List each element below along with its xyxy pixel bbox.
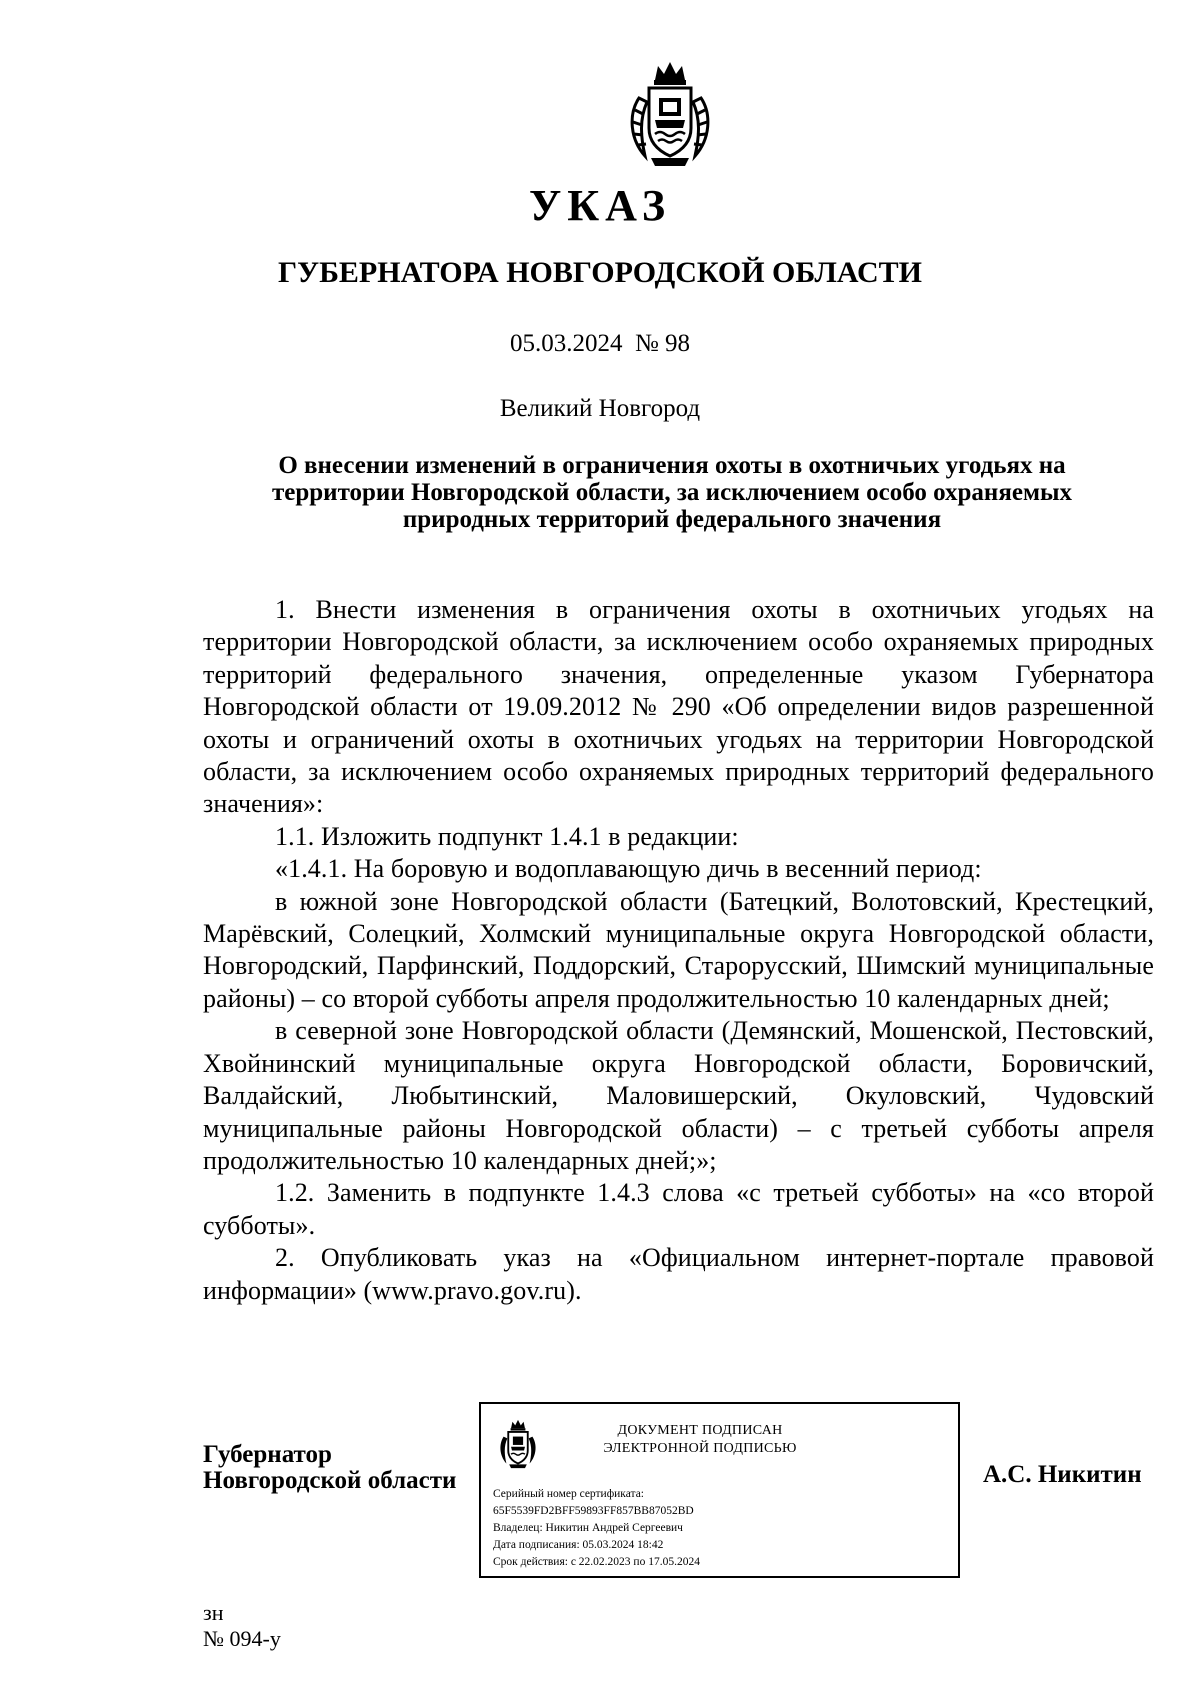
issuer-heading: ГУБЕРНАТОРА НОВГОРОДСКОЙ ОБЛАСТИ bbox=[277, 256, 923, 289]
signatory-position bbox=[203, 1442, 456, 1494]
signatory-position-line: Губернатор bbox=[203, 1441, 332, 1468]
document-date: 05.03.2024 bbox=[509, 330, 623, 357]
certificate-validity: Срок действия: с 22.02.2023 по 17.05.2024 bbox=[493, 1556, 700, 1568]
certificate-label: Серийный номер сертификата: bbox=[493, 1488, 644, 1500]
certificate-number: 65F5539FD2BFF59893FF857BB87052BD bbox=[493, 1505, 694, 1517]
stamp-heading-line: ДОКУМЕНТ ПОДПИСАН bbox=[617, 1423, 783, 1438]
body-paragraph: в северной зоне Новгородской области (Демянский, Мошенской, Пестовский, Хвойнинский муниципальные округа Новгородской области, Боровичский, Валдайский, Любытинский, Маловишерский, Окуловский, Чудовский муниципальные районы Новгородской области) – с третьей субботы апреля продолжительностью 10 календарных дней;»; bbox=[203, 1016, 1154, 1175]
coat-of-arms-icon bbox=[625, 58, 715, 170]
document-subject: О внесении изменений в ограничения охоты в охотничьих угодьях на территории Новгородской области, за исключением особо охраняемых природных территорий федерального значения bbox=[271, 452, 1073, 533]
stamp-heading-line: ЭЛЕКТРОННОЙ ПОДПИСЬЮ bbox=[603, 1441, 797, 1456]
body-paragraph: 2. Опубликовать указ на «Официальном интернет-портале правовой информации» (www.pravo.gov.ru). bbox=[203, 1243, 1154, 1305]
coat-of-arms-icon bbox=[497, 1418, 539, 1470]
document-number: 98 bbox=[665, 330, 691, 357]
body-paragraph: 1.2. Заменить в подпункте 1.4.3 слова «с третьей субботы» на «со второй субботы». bbox=[203, 1178, 1154, 1240]
signatory-position-line: Новгородской области bbox=[203, 1467, 457, 1494]
stamp-details bbox=[493, 1486, 700, 1571]
body-paragraph: в южной зоне Новгородской области (Батецкий, Волотовский, Крестецкий, Марёвский, Солецкий, Холмский муниципальные округа Новгородской области, Новгородский, Парфинский, Поддорский, Старорусский, Шимский муниципальные районы) – со второй субботы апреля продолжительностью 10 календарных дней; bbox=[203, 886, 1154, 1013]
document-type-heading: УКАЗ bbox=[528, 181, 672, 230]
electronic-signature-stamp bbox=[479, 1402, 960, 1578]
signing-date: Дата подписания: 05.03.2024 18:42 bbox=[493, 1539, 664, 1551]
date-number-line bbox=[0, 328, 1200, 360]
body-paragraph: 1.1. Изложить подпункт 1.4.1 в редакции: bbox=[275, 821, 739, 851]
stamp-heading bbox=[555, 1422, 845, 1458]
signatory-name: А.С. Никитин bbox=[983, 1461, 1142, 1488]
number-sign: № bbox=[634, 330, 659, 357]
place-of-issue: Великий Новгород bbox=[499, 395, 701, 422]
body-paragraph: «1.4.1. На боровую и водоплавающую дичь в весенний период: bbox=[275, 854, 982, 884]
footer-registration-code bbox=[203, 1600, 281, 1652]
body-paragraph: 1. Внести изменения в ограничения охоты в охотничьих угодьях на территории Новгородской области, за исключением особо охраняемых природных территорий федерального значения, определенные указом Губернатора Новгородской области от 19.09.2012 № 290 «Об определении видов разрешенной охоты и ограничений охоты в охотничьих угодьях на территории Новгородской области, за исключением особо охраняемых природных территорий федерального значения»: bbox=[203, 595, 1154, 819]
document-body bbox=[203, 594, 1154, 1307]
certificate-owner: Владелец: Никитин Андрей Сергеевич bbox=[493, 1522, 683, 1534]
footer-code-line: № 094-у bbox=[203, 1626, 281, 1651]
footer-code-line: зн bbox=[203, 1600, 224, 1625]
